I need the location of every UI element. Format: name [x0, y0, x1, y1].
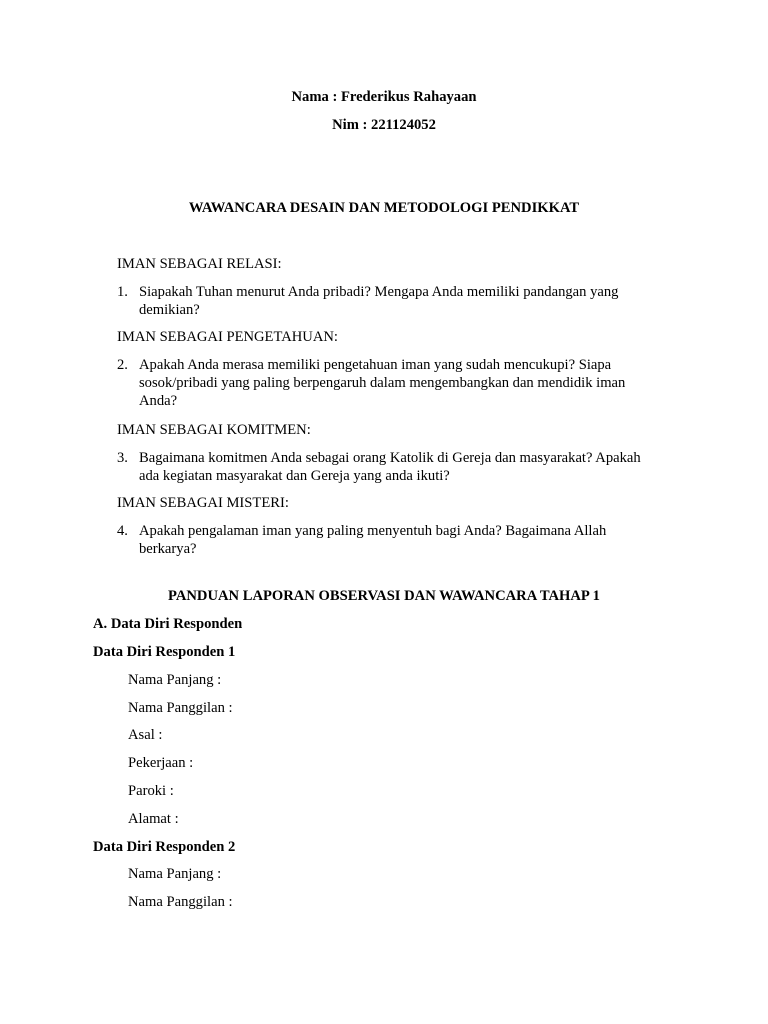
- section-heading-relasi: IMAN SEBAGAI RELASI:: [117, 256, 282, 272]
- part-a-heading: A. Data Diri Responden: [93, 616, 243, 632]
- question-3: [139, 449, 699, 485]
- question-2: [139, 356, 699, 410]
- question-line: Bagaimana komitmen Anda sebagai orang Katolik di Gereja dan masyarakat? Apakah: [139, 450, 641, 466]
- question-line: Siapakah Tuhan menurut Anda pribadi? Mengapa Anda memiliki pandangan yang: [139, 284, 619, 300]
- student-name: Nama : Frederikus Rahayaan: [291, 89, 477, 105]
- field-nama-panjang: Nama Panjang :: [128, 672, 222, 688]
- question-number: 1.: [117, 284, 128, 300]
- question-line: sosok/pribadi yang paling berpengaruh dalam mengembangkan dan mendidik iman: [139, 375, 626, 391]
- question-line: Anda?: [139, 393, 178, 409]
- question-line: Apakah Anda merasa memiliki pengetahuan iman yang sudah mencukupi? Siapa: [139, 357, 612, 373]
- respondent-2-heading: Data Diri Responden 2: [93, 839, 236, 855]
- field-alamat: Alamat :: [128, 811, 179, 827]
- question-line: ada kegiatan masyarakat dan Gereja yang anda ikuti?: [139, 468, 450, 484]
- question-line: Apakah pengalaman iman yang paling menyentuh bagi Anda? Bagaimana Allah: [139, 523, 607, 539]
- question-number: 2.: [117, 357, 128, 373]
- question-1: [139, 283, 699, 319]
- question-number: 3.: [117, 450, 128, 466]
- panduan-title: PANDUAN LAPORAN OBSERVASI DAN WAWANCARA TAHAP 1: [168, 588, 600, 604]
- field-nama-panggilan: Nama Panggilan :: [128, 894, 233, 910]
- section-heading-komitmen: IMAN SEBAGAI KOMITMEN:: [117, 422, 311, 438]
- student-nim: Nim : 221124052: [332, 117, 436, 133]
- question-number: 4.: [117, 523, 128, 539]
- question-line: berkarya?: [139, 541, 197, 557]
- field-asal: Asal :: [128, 727, 163, 743]
- question-line: demikian?: [139, 302, 200, 318]
- field-paroki: Paroki :: [128, 783, 174, 799]
- field-nama-panggilan: Nama Panggilan :: [128, 700, 233, 716]
- respondent-1-heading: Data Diri Responden 1: [93, 644, 236, 660]
- section-heading-misteri: IMAN SEBAGAI MISTERI:: [117, 495, 289, 511]
- field-pekerjaan: Pekerjaan :: [128, 755, 194, 771]
- field-nama-panjang: Nama Panjang :: [128, 866, 222, 882]
- question-4: [139, 522, 699, 558]
- document-title: WAWANCARA DESAIN DAN METODOLOGI PENDIKKAT: [188, 200, 580, 216]
- section-heading-pengetahuan: IMAN SEBAGAI PENGETAHUAN:: [117, 329, 338, 345]
